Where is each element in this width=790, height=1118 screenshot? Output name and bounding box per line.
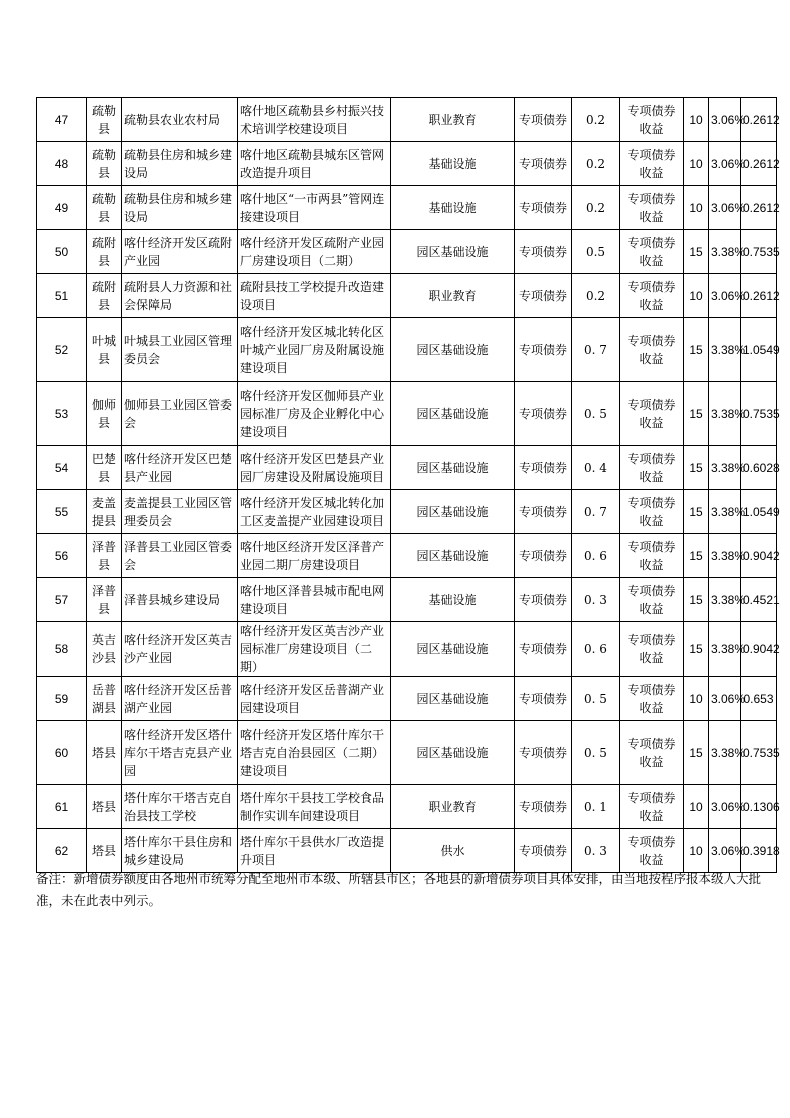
bond-type-cell: 专项债券 <box>515 142 572 186</box>
interest-rate-cell: 3.38% <box>709 318 741 382</box>
category-cell: 供水 <box>391 829 515 873</box>
unit-cell: 塔什库尔干县住房和城乡建设局 <box>122 829 238 873</box>
bond-type-cell: 专项债券 <box>515 829 572 873</box>
unit-cell: 疏附县人力资源和社会保障局 <box>122 274 238 318</box>
project-name-cell: 喀什经济开发区英吉沙产业园标准厂房建设项目（二期） <box>238 622 391 677</box>
project-name-cell: 喀什经济开发区疏附产业园厂房建设项目（二期） <box>238 230 391 274</box>
project-name-cell: 喀什地区“一市两县”管网连接建设项目 <box>238 186 391 230</box>
bond-type-cell: 专项债券 <box>515 98 572 142</box>
unit-cell: 泽普县城乡建设局 <box>122 578 238 622</box>
project-name-cell: 疏附县技工学校提升改造建设项目 <box>238 274 391 318</box>
unit-cell: 叶城县工业园区管理委员会 <box>122 318 238 382</box>
term-years-cell: 15 <box>684 318 709 382</box>
interest-rate-cell: 3.38% <box>709 578 741 622</box>
term-years-cell: 15 <box>684 721 709 785</box>
amount-cell: 0. 3 <box>572 829 620 873</box>
row-number: 50 <box>37 230 87 274</box>
row-number: 55 <box>37 490 87 534</box>
interest-rate-cell: 3.38% <box>709 490 741 534</box>
interest-rate-cell: 3.38% <box>709 721 741 785</box>
interest-cell: 0.2612 <box>741 186 777 230</box>
row-number: 61 <box>37 785 87 829</box>
county-cell: 疏附县 <box>87 274 122 318</box>
project-name-cell: 喀什经济开发区城北转化加工区麦盖提产业园建设项目 <box>238 490 391 534</box>
bond-type-cell: 专项债券 <box>515 230 572 274</box>
county-cell: 疏勒县 <box>87 186 122 230</box>
row-number: 54 <box>37 446 87 490</box>
amount-cell: 0.2 <box>572 186 620 230</box>
interest-cell: 0.2612 <box>741 142 777 186</box>
category-cell: 职业教育 <box>391 785 515 829</box>
interest-rate-cell: 3.06% <box>709 785 741 829</box>
table-row <box>37 622 777 677</box>
repayment-source-cell: 专项债券收益 <box>620 721 684 785</box>
row-number: 48 <box>37 142 87 186</box>
amount-cell: 0. 3 <box>572 578 620 622</box>
amount-cell: 0. 6 <box>572 622 620 677</box>
category-cell: 园区基础设施 <box>391 677 515 721</box>
category-cell: 基础设施 <box>391 186 515 230</box>
amount-cell: 0. 1 <box>572 785 620 829</box>
category-cell: 园区基础设施 <box>391 534 515 578</box>
category-cell: 职业教育 <box>391 98 515 142</box>
term-years-cell: 15 <box>684 490 709 534</box>
category-cell: 园区基础设施 <box>391 230 515 274</box>
repayment-source-cell: 专项债券收益 <box>620 578 684 622</box>
bond-type-cell: 专项债券 <box>515 382 572 446</box>
interest-cell: 0.7535 <box>741 382 777 446</box>
project-name-cell: 喀什地区疏勒县城东区管网改造提升项目 <box>238 142 391 186</box>
county-cell: 疏勒县 <box>87 142 122 186</box>
bond-type-cell: 专项债券 <box>515 490 572 534</box>
amount-cell: 0.5 <box>572 230 620 274</box>
amount-cell: 0. 5 <box>572 721 620 785</box>
interest-rate-cell: 3.38% <box>709 534 741 578</box>
interest-rate-cell: 3.06% <box>709 829 741 873</box>
table-row <box>37 98 777 142</box>
project-name-cell: 塔什库尔干县供水厂改造提升项目 <box>238 829 391 873</box>
repayment-source-cell: 专项债券收益 <box>620 142 684 186</box>
row-number: 53 <box>37 382 87 446</box>
table-row <box>37 318 777 382</box>
project-name-cell: 喀什经济开发区岳普湖产业园建设项目 <box>238 677 391 721</box>
interest-cell: 0.6028 <box>741 446 777 490</box>
unit-cell: 疏勒县住房和城乡建设局 <box>122 142 238 186</box>
bond-type-cell: 专项债券 <box>515 186 572 230</box>
county-cell: 塔县 <box>87 721 122 785</box>
row-number: 57 <box>37 578 87 622</box>
unit-cell: 喀什经济开发区疏附产业园 <box>122 230 238 274</box>
unit-cell: 喀什经济开发区塔什库尔干塔吉克县产业园 <box>122 721 238 785</box>
repayment-source-cell: 专项债券收益 <box>620 677 684 721</box>
table-body <box>37 98 780 873</box>
term-years-cell: 10 <box>684 677 709 721</box>
unit-cell: 塔什库尔干塔吉克自治县技工学校 <box>122 785 238 829</box>
term-years-cell: 15 <box>684 622 709 677</box>
repayment-source-cell: 专项债券收益 <box>620 622 684 677</box>
county-cell: 塔县 <box>87 829 122 873</box>
amount-cell: 0. 7 <box>572 490 620 534</box>
unit-cell: 疏勒县农业农村局 <box>122 98 238 142</box>
repayment-source-cell: 专项债券收益 <box>620 318 684 382</box>
term-years-cell: 10 <box>684 785 709 829</box>
interest-cell: 0.3918 <box>741 829 777 873</box>
category-cell: 园区基础设施 <box>391 318 515 382</box>
interest-rate-cell: 3.38% <box>709 230 741 274</box>
row-number: 62 <box>37 829 87 873</box>
project-name-cell: 喀什地区泽普县城市配电网建设项目 <box>238 578 391 622</box>
unit-cell: 伽师县工业园区管委会 <box>122 382 238 446</box>
interest-cell: 0.9042 <box>741 534 777 578</box>
table-row <box>37 490 777 534</box>
footnote: 备注：新增债券额度由各地州市统筹分配至地州市本级、所辖县市区；各地县的新增债券项目具体安排，由当地按程序报本级人大批准，未在此表中列示。 <box>36 871 762 908</box>
amount-cell: 0.2 <box>572 98 620 142</box>
repayment-source-cell: 专项债券收益 <box>620 785 684 829</box>
repayment-source-cell: 专项债券收益 <box>620 382 684 446</box>
project-name-cell: 喀什经济开发区塔什库尔干塔吉克自治县园区（二期）建设项目 <box>238 721 391 785</box>
bond-type-cell: 专项债券 <box>515 318 572 382</box>
repayment-source-cell: 专项债券收益 <box>620 490 684 534</box>
county-cell: 伽师县 <box>87 382 122 446</box>
category-cell: 基础设施 <box>391 142 515 186</box>
bond-type-cell: 专项债券 <box>515 446 572 490</box>
unit-cell: 喀什经济开发区岳普湖产业园 <box>122 677 238 721</box>
row-number: 58 <box>37 622 87 677</box>
category-cell: 园区基础设施 <box>391 622 515 677</box>
bond-type-cell: 专项债券 <box>515 721 572 785</box>
amount-cell: 0. 6 <box>572 534 620 578</box>
unit-cell: 喀什经济开发区巴楚县产业园 <box>122 446 238 490</box>
term-years-cell: 10 <box>684 274 709 318</box>
bond-type-cell: 专项债券 <box>515 622 572 677</box>
term-years-cell: 10 <box>684 98 709 142</box>
interest-cell: 0.7535 <box>741 721 777 785</box>
project-name-cell: 塔什库尔干县技工学校食品制作实训车间建设项目 <box>238 785 391 829</box>
table-row <box>37 677 777 721</box>
amount-cell: 0.2 <box>572 274 620 318</box>
amount-cell: 0. 5 <box>572 677 620 721</box>
project-name-cell: 喀什地区疏勒县乡村振兴技术培训学校建设项目 <box>238 98 391 142</box>
project-name-cell: 喀什经济开发区伽师县产业园标准厂房及企业孵化中心建设项目 <box>238 382 391 446</box>
bond-type-cell: 专项债券 <box>515 578 572 622</box>
table-row <box>37 785 777 829</box>
county-cell: 泽普县 <box>87 578 122 622</box>
interest-cell: 1.0549 <box>741 490 777 534</box>
interest-cell: 0.9042 <box>741 622 777 677</box>
county-cell: 泽普县 <box>87 534 122 578</box>
county-cell: 塔县 <box>87 785 122 829</box>
category-cell: 园区基础设施 <box>391 721 515 785</box>
repayment-source-cell: 专项债券收益 <box>620 230 684 274</box>
row-number: 56 <box>37 534 87 578</box>
bond-type-cell: 专项债券 <box>515 274 572 318</box>
repayment-source-cell: 专项债券收益 <box>620 186 684 230</box>
interest-rate-cell: 3.06% <box>709 98 741 142</box>
table-row <box>37 186 777 230</box>
unit-cell: 疏勒县住房和城乡建设局 <box>122 186 238 230</box>
table-row <box>37 446 777 490</box>
row-number: 52 <box>37 318 87 382</box>
interest-rate-cell: 3.06% <box>709 274 741 318</box>
interest-cell: 0.7535 <box>741 230 777 274</box>
term-years-cell: 10 <box>684 142 709 186</box>
interest-rate-cell: 3.38% <box>709 622 741 677</box>
table-row <box>37 230 777 274</box>
unit-cell: 泽普县工业园区管委会 <box>122 534 238 578</box>
county-cell: 疏附县 <box>87 230 122 274</box>
county-cell: 岳普湖县 <box>87 677 122 721</box>
project-name-cell: 喀什经济开发区巴楚县产业园厂房建设及附属设施项目 <box>238 446 391 490</box>
repayment-source-cell: 专项债券收益 <box>620 98 684 142</box>
amount-cell: 0. 4 <box>572 446 620 490</box>
interest-cell: 0.2612 <box>741 98 777 142</box>
interest-cell: 0.1306 <box>741 785 777 829</box>
interest-cell: 0.2612 <box>741 274 777 318</box>
bond-type-cell: 专项债券 <box>515 785 572 829</box>
interest-cell: 1.0549 <box>741 318 777 382</box>
unit-cell: 喀什经济开发区英吉沙产业园 <box>122 622 238 677</box>
table-row <box>37 142 777 186</box>
term-years-cell: 15 <box>684 230 709 274</box>
project-name-cell: 喀什地区经济开发区泽普产业园二期厂房建设项目 <box>238 534 391 578</box>
term-years-cell: 10 <box>684 829 709 873</box>
amount-cell: 0.2 <box>572 142 620 186</box>
term-years-cell: 10 <box>684 186 709 230</box>
term-years-cell: 15 <box>684 534 709 578</box>
interest-rate-cell: 3.06% <box>709 186 741 230</box>
unit-cell: 麦盖提县工业园区管理委员会 <box>122 490 238 534</box>
county-cell: 疏勒县 <box>87 98 122 142</box>
table-row <box>37 534 777 578</box>
table-row <box>37 829 777 873</box>
row-number: 49 <box>37 186 87 230</box>
repayment-source-cell: 专项债券收益 <box>620 829 684 873</box>
interest-cell: 0.4521 <box>741 578 777 622</box>
interest-rate-cell: 3.06% <box>709 677 741 721</box>
debt-project-table <box>36 97 780 873</box>
amount-cell: 0. 7 <box>572 318 620 382</box>
category-cell: 基础设施 <box>391 578 515 622</box>
term-years-cell: 15 <box>684 446 709 490</box>
table-row <box>37 578 777 622</box>
table-row <box>37 721 777 785</box>
row-number: 51 <box>37 274 87 318</box>
category-cell: 园区基础设施 <box>391 446 515 490</box>
bond-type-cell: 专项债券 <box>515 677 572 721</box>
repayment-source-cell: 专项债券收益 <box>620 274 684 318</box>
county-cell: 麦盖提县 <box>87 490 122 534</box>
category-cell: 园区基础设施 <box>391 382 515 446</box>
bond-type-cell: 专项债券 <box>515 534 572 578</box>
project-name-cell: 喀什经济开发区城北转化区叶城产业园厂房及附属设施建设项目 <box>238 318 391 382</box>
category-cell: 园区基础设施 <box>391 490 515 534</box>
county-cell: 英吉沙县 <box>87 622 122 677</box>
row-number: 60 <box>37 721 87 785</box>
interest-rate-cell: 3.38% <box>709 382 741 446</box>
interest-rate-cell: 3.06% <box>709 142 741 186</box>
county-cell: 叶城县 <box>87 318 122 382</box>
category-cell: 职业教育 <box>391 274 515 318</box>
repayment-source-cell: 专项债券收益 <box>620 534 684 578</box>
term-years-cell: 15 <box>684 382 709 446</box>
row-number: 47 <box>37 98 87 142</box>
table-row <box>37 382 777 446</box>
table-row <box>37 274 777 318</box>
interest-cell: 0.653 <box>741 677 777 721</box>
row-number: 59 <box>37 677 87 721</box>
amount-cell: 0. 5 <box>572 382 620 446</box>
interest-rate-cell: 3.38% <box>709 446 741 490</box>
repayment-source-cell: 专项债券收益 <box>620 446 684 490</box>
term-years-cell: 15 <box>684 578 709 622</box>
county-cell: 巴楚县 <box>87 446 122 490</box>
